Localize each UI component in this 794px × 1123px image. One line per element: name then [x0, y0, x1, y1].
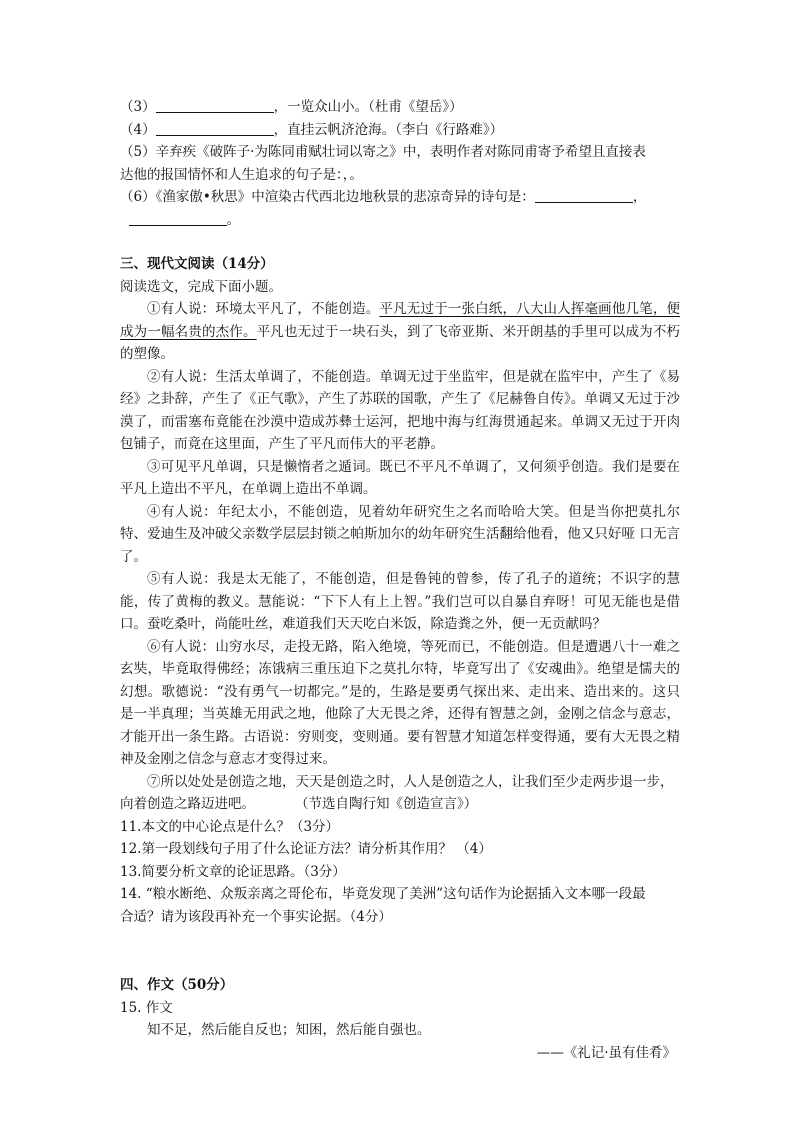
- section3-instruction: 阅读选文，完成下面小题。: [120, 278, 282, 295]
- essay-quote-source: ——《礼记·虽有佳肴》: [536, 1044, 676, 1061]
- paragraph-2: ②有人说：生活太单调了，不能创造。单调无过于坐监牢，但是就在监牢中，产生了《易经》之卦辞，产生了《正气歌》，产生了苏联的国歌，产生了《尼赫鲁自传》。单调又无过于沙漠了，而雷塞布竟能在沙漠中造成苏彝士运河，把地中海与红海贯通起来。单调又无过于开肉包铺子，而竟在这里面，产生了平凡而伟大的平老静。: [120, 368, 680, 452]
- q4-number: （4）: [120, 121, 156, 138]
- question-11: 11.本文的中心论点是什么？（3分）: [120, 818, 340, 835]
- paragraph-5: ⑤有人说：我是太无能了，不能创造，但是鲁钝的曾参，传了孔子的道统；不识字的慧能，传了黄梅的教义。慧能说：“下下人有上上智。”我们岂可以自暴自弃呀！可见无能也是借口。蚕吃桑叶，尚能吐丝，难道我们天天吃白米饭，除造粪之外，便一无贡献吗？: [120, 571, 680, 632]
- spacer: [120, 231, 680, 253]
- q6-answer-blank-2[interactable]: [129, 211, 227, 226]
- p1-text-b: 平凡也无过于一块石头，到了飞帝亚斯、米开朗基的手里可以成为不朽的塑像。: [120, 323, 680, 362]
- essay-quote: 知不足，然后能自反也；知困，然后能自强也。: [147, 1022, 431, 1038]
- paragraph-7-end: [120, 793, 680, 816]
- poetry-q4: [120, 119, 680, 142]
- q6-text: （6）《渔家傲•秋思》中渲染古代西北边地秋景的悲凉奇异的诗句是：: [120, 189, 535, 205]
- poetry-q6-line2: [120, 209, 680, 232]
- p1-underlined-sentence: 平凡无过于一张白纸，八大山人挥毫画他几笔，便成为一幅名贵的杰作。: [120, 301, 681, 340]
- q6-comma: ，: [632, 189, 647, 205]
- paragraph-7: ⑦所以处处是创造之地，天天是创造之时，人人是创造之人，让我们至少走两步退一步，: [147, 773, 674, 790]
- poetry-q5-line1: （5）辛弃疾《破阵子·为陈同甫赋壮词以寄之》中，表明作者对陈同甫寄予希望且直接表: [120, 144, 646, 160]
- p7-text-b: 向着创造之路迈进吧。: [120, 796, 255, 812]
- poetry-q3: [120, 96, 680, 119]
- q6-answer-blank-1[interactable]: [535, 188, 633, 203]
- poetry-q6-line1: [120, 186, 680, 209]
- paragraph-6: ⑥有人说：山穷水尽，走投无路，陷入绝境，等死而已，不能创造。但是遭遇八十一难之玄奘，毕竟取得佛经；冻饿病三重压迫下之莫扎尔特，毕竟写出了《安魂曲》。绝望是懦夫的幻想。歌德说：“没有勇气一切都完。”是的，生路是要勇气探出来、走出来、造出来的。这只是一半真理；当英雄无用武之地，他除了大无畏之斧，还得有智慧之剑，金刚之信念与意志，才能开出一条生路。古语说：穷则变，变则通。要有智慧才知道怎样变得通，要有大无畏之精神及金刚之信念与意志才变得过来。: [120, 638, 680, 767]
- question-12: 12.第一段划线句子用了什么论证方法？请分析其作用？ （4）: [120, 841, 492, 857]
- document-page: [120, 96, 680, 1064]
- p7-source: （节选自陶行知《创造宣言》）: [295, 796, 478, 812]
- section3-heading: 三、现代文阅读（14分）: [120, 256, 274, 272]
- paragraph-4: ④有人说：年纪太小，不能创造，见着幼年研究生之名而哈哈大笑。但是当你把莫扎尔特、爱迪生及冲破父亲数学层层封锁之帕斯加尔的幼年研究生活翻给他看，他又只好哑 口无言了。: [120, 503, 680, 565]
- q3-text: ，一览众山小。（杜甫《望岳》）: [273, 99, 463, 115]
- paragraph-3: ③可见平凡单调，只是懒惰者之遁词。既已不平凡不单调了，又何须乎创造。我们是要在平凡上造出不平凡，在单调上造出不单调。: [120, 458, 680, 497]
- question-14-line1: 14. “粮水断绝、众叛亲离之哥伦布，毕竟发现了美洲”这句话作为论据插入文本哪一段最: [120, 886, 646, 902]
- paragraph-1: [120, 298, 680, 366]
- section4-heading: 四、作文（50分）: [120, 977, 234, 993]
- q4-text: ，直挂云帆济沧海。（李白《行路难》）: [273, 121, 504, 138]
- question-15: 15. 作文: [120, 999, 173, 1016]
- spacer: [120, 928, 680, 974]
- q6-end: 。: [226, 211, 241, 228]
- question-13: 13.简要分析文章的论证思路。（3分）: [120, 863, 346, 880]
- q4-answer-blank[interactable]: [156, 121, 274, 136]
- q3-answer-blank[interactable]: [156, 98, 274, 113]
- poetry-q5-line2: 达他的报国情怀和人生追求的句子是：，。: [120, 166, 363, 183]
- question-14-line2: 合适？请为该段再补充一个事实论据。（4分）: [120, 908, 392, 925]
- q3-number: （3）: [120, 99, 156, 115]
- p1-text-a: ①有人说：环境太平凡了，不能创造。: [147, 301, 380, 317]
